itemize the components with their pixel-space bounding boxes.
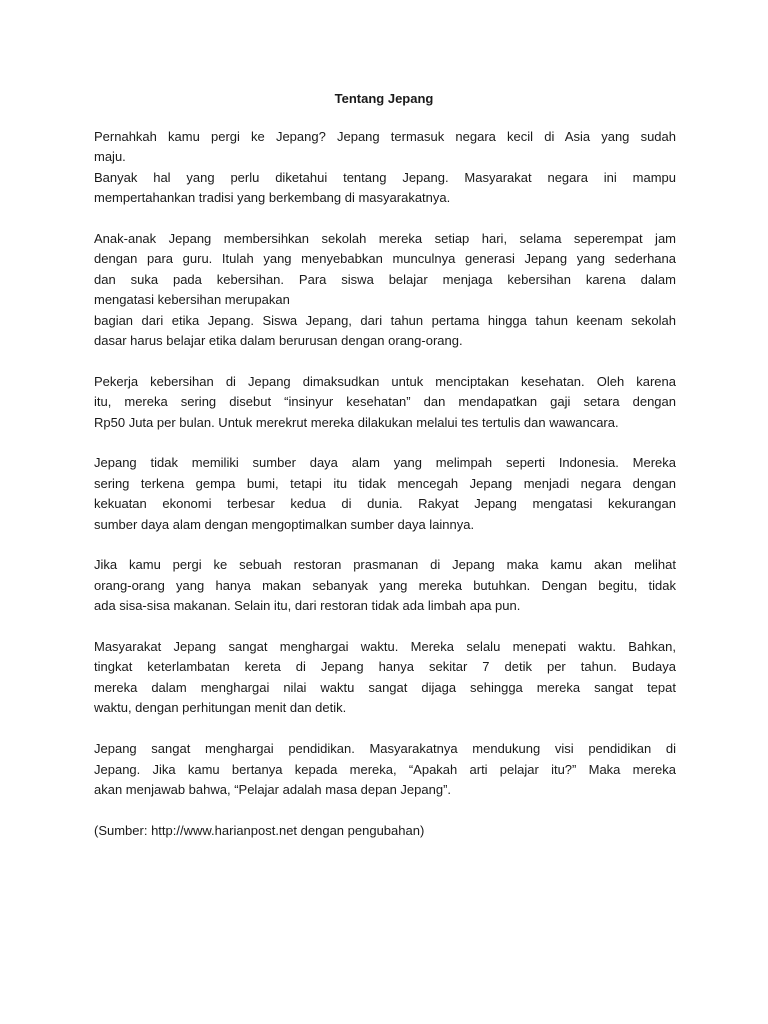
text-line: mengatasi kebersihan merupakan: [94, 292, 290, 308]
text-line: dasar harus belajar etika dalam berurusan dengan orang-orang.: [94, 333, 463, 349]
text-line: dengan para guru. Itulah yang menyebabkan munculnya generasi Jepang yang sederhana: [94, 251, 676, 267]
text-line: dan suka pada kebersihan. Para siswa belajar menjaga kebersihan karena dalam: [94, 271, 676, 287]
text-line: sering terkena gempa bumi, tetapi itu tidak mencegah Jepang menjadi negara dengan: [94, 475, 676, 491]
paragraph-7: [94, 739, 676, 800]
text-line: maju.: [94, 149, 126, 165]
text-line: Masyarakat Jepang sangat menghargai waktu. Mereka selalu menepati waktu. Bahkan,: [94, 639, 676, 655]
text-line: Pernahkah kamu pergi ke Jepang? Jepang termasuk negara kecil di Asia yang sudah: [94, 129, 676, 144]
document-title-text: Tentang Jepang: [334, 91, 434, 106]
text-line: Jepang sangat menghargai pendidikan. Masyarakatnya mendukung visi pendidikan di: [94, 741, 676, 757]
document-body: [94, 127, 676, 841]
text-line: Rp50 Juta per bulan. Untuk merekrut mereka dilakukan melalui tes tertulis dan wawancara.: [94, 414, 619, 430]
paragraph-6: [94, 637, 676, 719]
text-line: waktu, dengan perhitungan menit dan detik.: [94, 700, 347, 716]
paragraph-2: [94, 229, 676, 351]
paragraph-1: [94, 127, 676, 209]
text-line: Jepang tidak memiliki sumber daya alam yang melimpah seperti Indonesia. Mereka: [94, 455, 676, 471]
text-line: bagian dari etika Jepang. Siswa Jepang, dari tahun pertama hingga tahun keenam sekolah: [94, 312, 676, 328]
text-line: Jepang. Jika kamu bertanya kepada mereka, “Apakah arti pelajar itu?” Maka mereka: [94, 761, 676, 777]
text-line: tingkat keterlambatan kereta di Jepang hanya sekitar 7 detik per tahun. Budaya: [94, 659, 676, 675]
paragraph-3: [94, 372, 676, 433]
text-line: Anak-anak Jepang membersihkan sekolah mereka setiap hari, selama seperempat jam: [94, 231, 676, 247]
text-line: orang-orang yang hanya makan sebanyak yang mereka butuhkan. Dengan begitu, tidak: [94, 577, 676, 593]
source-text: (Sumber: http://www.harianpost.net dengan pengubahan): [94, 822, 425, 838]
paragraph-5: [94, 555, 676, 616]
text-line: mereka dalam menghargai nilai waktu sangat dijaga sehingga mereka sangat tepat: [94, 679, 676, 695]
text-line: sumber daya alam dengan mengoptimalkan sumber daya lainnya.: [94, 516, 475, 532]
document-title: [0, 90, 768, 108]
text-line: Pekerja kebersihan di Jepang dimaksudkan untuk menciptakan kesehatan. Oleh karena: [94, 373, 676, 389]
text-line: akan menjawab bahwa, “Pelajar adalah masa depan Jepang”.: [94, 781, 452, 797]
text-line: itu, mereka sering disebut “insinyur kesehatan” dan mendapatkan gaji setara dengan: [94, 394, 676, 410]
text-line: Jika kamu pergi ke sebuah restoran prasmanan di Jepang maka kamu akan melihat: [94, 557, 676, 573]
text-line: Banyak hal yang perlu diketahui tentang Jepang. Masyarakat negara ini mampu: [94, 169, 676, 185]
source-citation: [94, 821, 676, 841]
text-line: kekuatan ekonomi terbesar kedua di dunia. Rakyat Jepang mengatasi kekurangan: [94, 496, 676, 512]
text-line: ada sisa-sisa makanan. Selain itu, dari restoran tidak ada limbah apa pun.: [94, 598, 521, 614]
paragraph-4: [94, 453, 676, 535]
text-line: mempertahankan tradisi yang berkembang di masyarakatnya.: [94, 190, 451, 206]
